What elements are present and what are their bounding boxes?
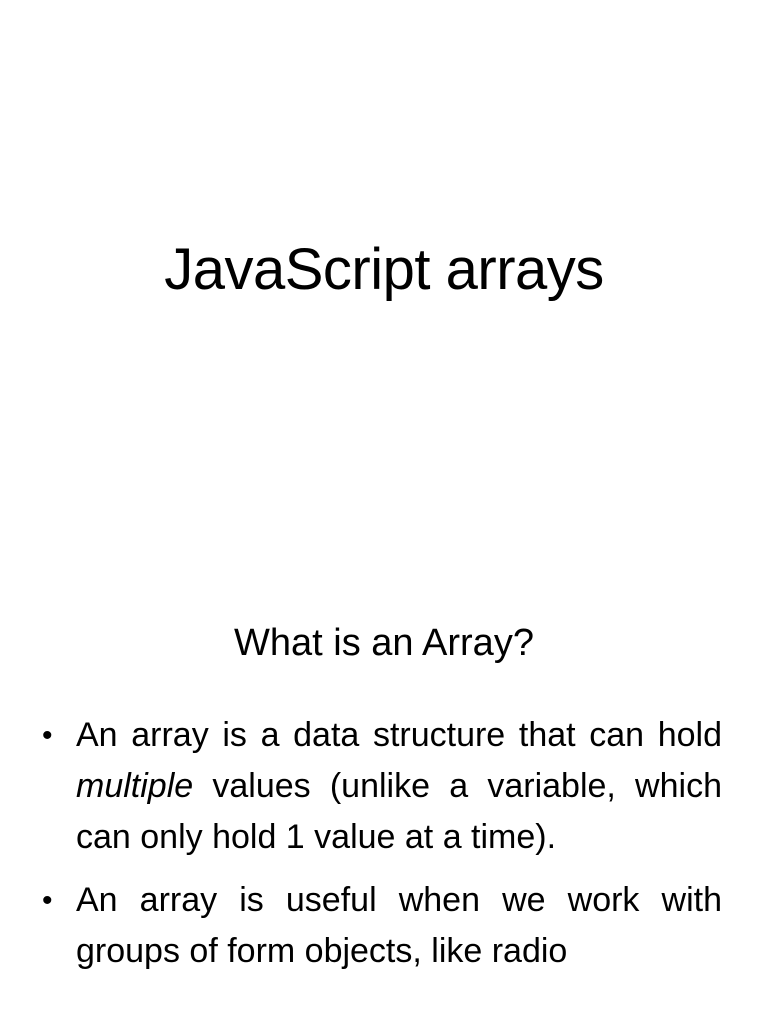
bullet-dot-icon: •	[42, 719, 53, 752]
section-heading: What is an Array?	[234, 622, 534, 664]
bullet-dot-icon: •	[42, 884, 53, 917]
bullet-text: An array is a data structure that can hold	[76, 716, 722, 754]
bullet-emphasis: multiple	[76, 767, 194, 805]
bullet-list	[0, 710, 768, 1024]
bullet-item	[0, 875, 768, 977]
bullet-text-continued: values (unlike a variable, which can only hold 1 value at a time).	[76, 767, 722, 856]
bullet-text: An array is useful when we work with groups of form objects, like radio	[76, 881, 722, 970]
slide-title: JavaScript arrays	[164, 237, 604, 302]
bullet-item	[0, 710, 768, 863]
